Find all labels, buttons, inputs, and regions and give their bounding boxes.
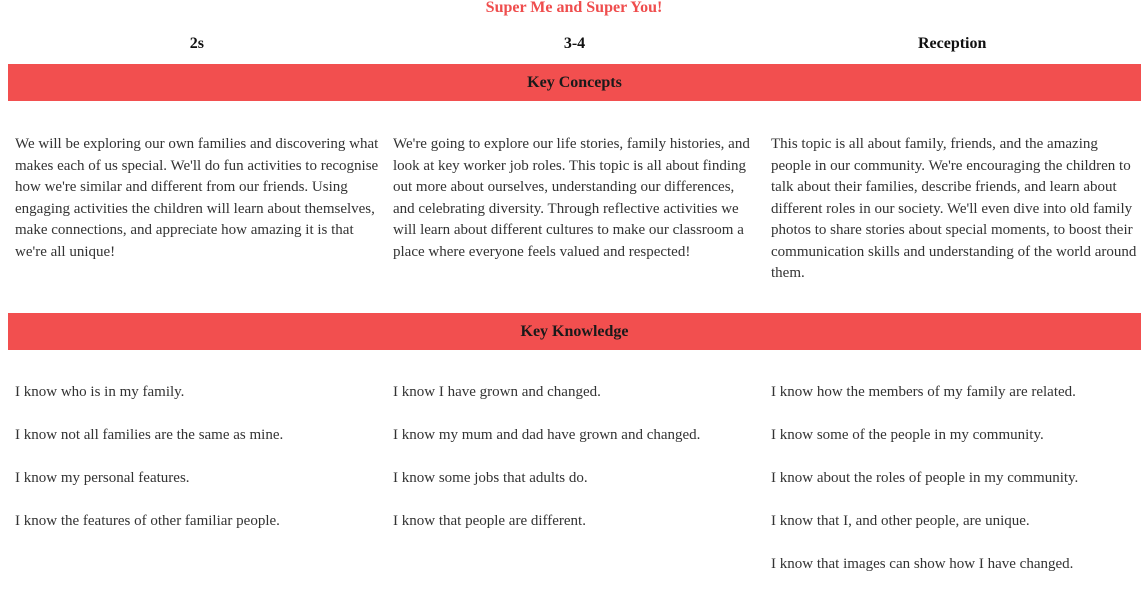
knowledge-item: I know my personal features. <box>15 470 190 486</box>
page-title: Super Me and Super You! <box>485 0 663 16</box>
key-knowledge-heading: Key Knowledge <box>8 313 1141 350</box>
knowledge-column-3-4 <box>393 382 771 597</box>
knowledge-column-2s <box>15 382 393 597</box>
knowledge-item: I know that images can show how I have changed. <box>771 556 1074 572</box>
knowledge-list <box>15 382 381 554</box>
knowledge-item: I know that I, and other people, are unique. <box>771 513 1030 529</box>
knowledge-item: I know I have grown and changed. <box>393 384 601 400</box>
key-concepts-heading: Key Concepts <box>8 64 1141 101</box>
column-header-2s: 2s <box>189 35 204 52</box>
column-headers <box>8 34 1141 54</box>
knowledge-item: I know some jobs that adults do. <box>393 470 588 486</box>
key-concepts-row <box>15 134 1141 285</box>
concept-2s: We will be exploring our own families and discovering what makes each of us special. We'll do fun activities to recognise how we're similar and different from our friends. Using engaging activities the children will learn about themselves, make connections, and appreciate how amazing it is that we're all unique! <box>15 136 379 260</box>
concept-3-4: We're going to explore our life stories, family histories, and look at key worker job roles. This topic is all about finding out more about ourselves, understanding our differences, and celebrating diversity. Through reflective activities we will learn about different cultures to make our classroom a place where everyone feels valued and respected! <box>393 136 750 260</box>
knowledge-column-reception <box>771 382 1141 597</box>
knowledge-list <box>771 382 1141 597</box>
knowledge-item: I know my mum and dad have grown and changed. <box>393 427 701 443</box>
column-header-reception: Reception <box>917 35 987 52</box>
concept-reception: This topic is all about family, friends, and the amazing people in our community. We're encouraging the children to talk about their families, describe friends, and learn about different roles in our society. We'll even dive into old family photos to share stories about special moments, to boost their communication skills and understanding of the world around them. <box>771 136 1137 281</box>
column-header-3-4: 3-4 <box>563 35 586 52</box>
knowledge-item: I know who is in my family. <box>15 384 185 400</box>
knowledge-item: I know that people are different. <box>393 513 586 529</box>
knowledge-item: I know how the members of my family are related. <box>771 384 1076 400</box>
key-knowledge-row <box>15 382 1141 597</box>
knowledge-item: I know the features of other familiar people. <box>15 513 280 529</box>
knowledge-item: I know about the roles of people in my community. <box>771 470 1079 486</box>
knowledge-item: I know not all families are the same as mine. <box>15 427 284 443</box>
knowledge-item: I know some of the people in my community. <box>771 427 1044 443</box>
knowledge-list <box>393 382 759 554</box>
